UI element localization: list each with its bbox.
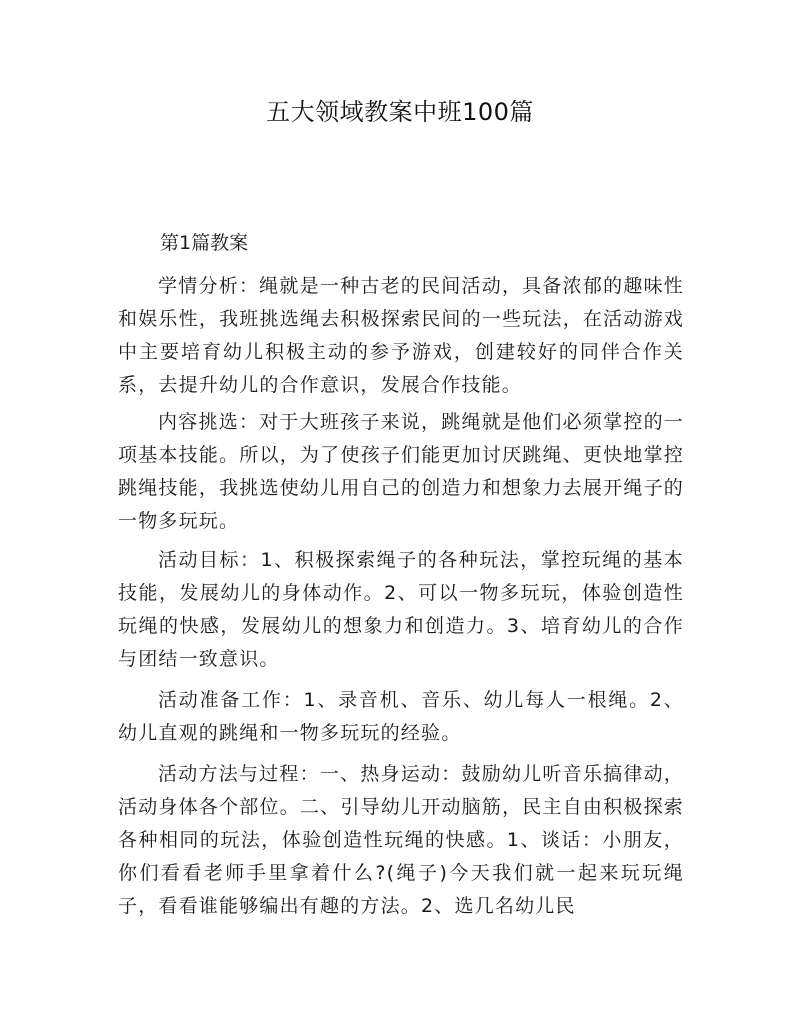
document-title: 五大领域教案中班100篇 [266,98,534,126]
section-heading: 第1篇教案 [160,232,249,254]
paragraph-activity-goals: 活动目标：1、积极探索绳子的各种玩法，掌控玩绳的基本技能，发展幼儿的身体动作。2、可以一物多玩玩，体验创造性玩绳的快感，发展幼儿的想象力和创造力。3、培育幼儿的合作与团结一致意识。 [118,549,684,670]
paragraph-learning-analysis: 学情分析：绳就是一种古老的民间活动，具备浓郁的趣味性和娱乐性，我班挑选绳去积极探索民间的一些玩法，在活动游戏中主要培育幼儿积极主动的参予游戏，创建较好的同伴合作关系，去提升幼儿的合作意识，发展合作技能。 [118,275,684,396]
paragraph-content-selection: 内容挑选：对于大班孩子来说，跳绳就是他们必须掌控的一项基本技能。所以，为了使孩子们能更加讨厌跳绳、更快地掌控跳绳技能，我挑选使幼儿用自己的创造力和想象力去展开绳子的一物多玩玩。 [118,411,684,532]
paragraph-activity-preparation: 活动准备工作：1、录音机、音乐、幼儿每人一根绳。2、幼儿直观的跳绳和一物多玩玩的经验。 [118,689,684,744]
paragraph-activity-process: 活动方法与过程：一、热身运动：鼓励幼儿听音乐搞律动，活动身体各个部位。二、引导幼儿开动脑筋，民主自由积极探索各种相同的玩法，体验创造性玩绳的快感。1、谈话：小朋友，你们看看老师手里拿着什么?(绳子)今天我们就一起来玩玩绳子，看看谁能够编出有趣的方法。2、选几名幼儿民 [118,763,684,917]
